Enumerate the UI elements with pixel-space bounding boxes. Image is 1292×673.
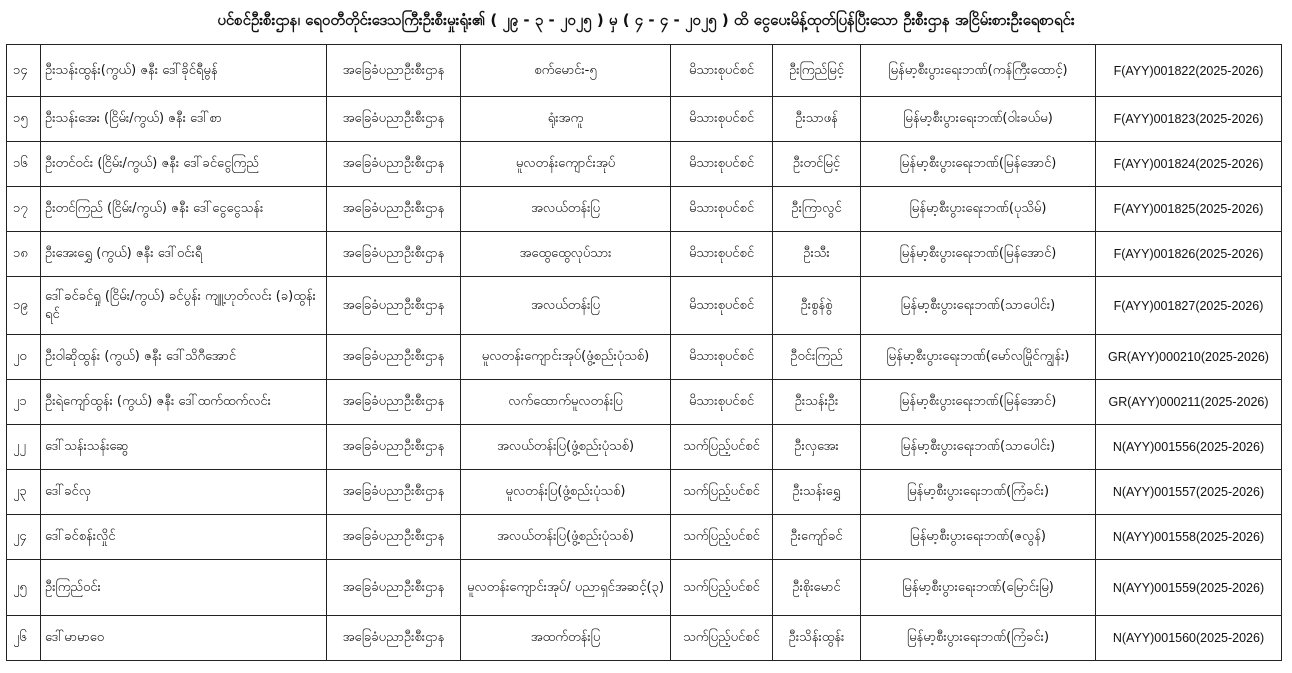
pension-type-cell: မိသားစုပင်စင်	[671, 187, 773, 232]
row-number-cell: ၂၂	[7, 425, 41, 470]
pension-code-cell: N(AYY)001556(2025-2026)	[1096, 425, 1282, 470]
bank-branch-cell: မြန်မာ့စီးပွားရေးဘဏ်(ပုသိမ်)	[861, 187, 1096, 232]
table-row	[7, 277, 1282, 335]
table-row	[7, 45, 1282, 97]
table-row	[7, 97, 1282, 142]
recipient-cell: ဦးသိန်းထွန်း	[773, 616, 861, 661]
recipient-cell: ဦးကြာလွင်	[773, 187, 861, 232]
row-number-cell: ၁၇	[7, 187, 41, 232]
pensioner-name-cell: ဒေါ်သန်းသန်းဆွေ	[41, 425, 327, 470]
pensioner-name-cell: ဦးသန်းထွန်း(ကွယ်) ဇနီး ဒေါ်ခိုင်ရီမွန်	[41, 45, 327, 97]
recipient-cell: ဦးစွန်စွဲ	[773, 277, 861, 335]
row-number-cell: ၁၈	[7, 232, 41, 277]
table-row	[7, 187, 1282, 232]
bank-branch-cell: မြန်မာ့စီးပွားရေးဘဏ်(ကြံခင်း)	[861, 616, 1096, 661]
bank-branch-cell: မြန်မာ့စီးပွားရေးဘဏ်(မြန်အောင်)	[861, 142, 1096, 187]
pension-type-cell: မိသားစုပင်စင်	[671, 380, 773, 425]
pensioner-name-cell: ဦးဝါဆိုထွန်း (ကွယ်) ဇနီး ဒေါ်သိဂီအောင်	[41, 335, 327, 380]
table-row	[7, 380, 1282, 425]
department-cell: အခြေခံပညာဦးစီးဌာန	[327, 380, 461, 425]
pension-code-cell: N(AYY)001558(2025-2026)	[1096, 515, 1282, 560]
pension-code-cell: F(AYY)001827(2025-2026)	[1096, 277, 1282, 335]
table-body	[7, 45, 1282, 661]
pension-type-cell: မိသားစုပင်စင်	[671, 97, 773, 142]
pension-code-cell: N(AYY)001560(2025-2026)	[1096, 616, 1282, 661]
recipient-cell: ဦဝင်းကြည်	[773, 335, 861, 380]
pensioner-name-cell: ဒေါ်ခင်စန်းလှိုင်	[41, 515, 327, 560]
department-cell: အခြေခံပညာဦးစီးဌာန	[327, 45, 461, 97]
pension-type-cell: သက်ပြည့်ပင်စင်	[671, 470, 773, 515]
bank-branch-cell: မြန်မာ့စီးပွားရေးဘဏ်(ကန်ကြီးထောင့်)	[861, 45, 1096, 97]
pension-type-cell: မိသားစုပင်စင်	[671, 45, 773, 97]
table-row	[7, 616, 1282, 661]
pension-code-cell: GR(AYY)000210(2025-2026)	[1096, 335, 1282, 380]
bank-branch-cell: မြန်မာ့စီးပွားရေးဘဏ်(မြန်အောင်)	[861, 380, 1096, 425]
position-cell: အလယ်တန်းပြ	[461, 187, 671, 232]
row-number-cell: ၂၀	[7, 335, 41, 380]
department-cell: အခြေခံပညာဦးစီးဌာန	[327, 425, 461, 470]
position-cell: အလယ်တန်းပြ(ဖွံ့စည်းပုံသစ်)	[461, 425, 671, 470]
position-cell: အထွေထွေလုပ်သား	[461, 232, 671, 277]
row-number-cell: ၂၄	[7, 515, 41, 560]
pension-code-cell: F(AYY)001823(2025-2026)	[1096, 97, 1282, 142]
department-cell: အခြေခံပညာဦးစီးဌာန	[327, 616, 461, 661]
bank-branch-cell: မြန်မာ့စီးပွားရေးဘဏ်(ကြံခင်း)	[861, 470, 1096, 515]
bank-branch-cell: မြန်မာ့စီးပွားရေးဘဏ်(မြန်အောင်)	[861, 232, 1096, 277]
recipient-cell: ဦးစိုးမောင်	[773, 560, 861, 616]
pension-type-cell: မိသားစုပင်စင်	[671, 142, 773, 187]
position-cell: စက်မောင်း-၅	[461, 45, 671, 97]
recipient-cell: ဦးတင်မြင့်	[773, 142, 861, 187]
pension-type-cell: မိသားစုပင်စင်	[671, 335, 773, 380]
row-number-cell: ၁၄	[7, 45, 41, 97]
position-cell: မူလတန်းကျောင်းအုပ်	[461, 142, 671, 187]
table-row	[7, 425, 1282, 470]
position-cell: အလယ်တန်းပြ(ဖွံ့စည်းပုံသစ်)	[461, 515, 671, 560]
recipient-cell: ဦးလှအေး	[773, 425, 861, 470]
department-cell: အခြေခံပညာဦးစီးဌာန	[327, 232, 461, 277]
department-cell: အခြေခံပညာဦးစီးဌာန	[327, 187, 461, 232]
position-cell: လက်ထောက်မူလတန်းပြ	[461, 380, 671, 425]
department-cell: အခြေခံပညာဦးစီးဌာန	[327, 97, 461, 142]
recipient-cell: ဦးကြည်မြင့်	[773, 45, 861, 97]
pension-code-cell: N(AYY)001559(2025-2026)	[1096, 560, 1282, 616]
page-title: ပင်စင်ဦးစီးဌာန၊ ရေဝတီတိုင်းဒေသကြီးဦးစီးမှုးရုံး၏ ( ၂၉ - ၃ - ၂၀၂၅ ) မှ ( ၄ - ၄ - ၂၀၂၅ ) ထိ ငွေပေးမိန့်ထုတ်ပြန်ပြီးသော ဦးစီးဌာန အငြိမ်းစားဦးရေစာရင်း	[217, 11, 1075, 29]
department-cell: အခြေခံပညာဦးစီးဌာန	[327, 335, 461, 380]
bank-branch-cell: မြန်မာ့စီးပွားရေးဘဏ်(မော်လမြိုင်ကျွန်း)	[861, 335, 1096, 380]
bank-branch-cell: မြန်မာ့စီးပွားရေးဘဏ်(ဇလွန်)	[861, 515, 1096, 560]
pensioner-name-cell: ဦးသန်းအေး (ငြိမ်း/ကွယ်) ဇနီး ဒေါ်စာ	[41, 97, 327, 142]
pensioner-name-cell: ဒေါ်ခင်လှ	[41, 470, 327, 515]
recipient-cell: ဦးကျော်ခင်	[773, 515, 861, 560]
bank-branch-cell: မြန်မာ့စီးပွားရေးဘဏ်(သာပေါင်း)	[861, 425, 1096, 470]
pensioner-name-cell: ဦးရဲကျော်ထွန်း (ကွယ်) ဇနီး ဒေါ်ထက်ထက်လင်း	[41, 380, 327, 425]
recipient-cell: ဦးသာဖန်	[773, 97, 861, 142]
row-number-cell: ၂၅	[7, 560, 41, 616]
row-number-cell: ၁၉	[7, 277, 41, 335]
recipient-cell: ဦးသန်းဦး	[773, 380, 861, 425]
department-cell: အခြေခံပညာဦးစီးဌာန	[327, 142, 461, 187]
pension-type-cell: သက်ပြည့်ပင်စင်	[671, 515, 773, 560]
row-number-cell: ၂၃	[7, 470, 41, 515]
pensioner-name-cell: ဦးကြည်ဝင်း	[41, 560, 327, 616]
pension-code-cell: F(AYY)001826(2025-2026)	[1096, 232, 1282, 277]
pension-type-cell: မိသားစုပင်စင်	[671, 277, 773, 335]
row-number-cell: ၂၆	[7, 616, 41, 661]
department-cell: အခြေခံပညာဦးစီးဌာန	[327, 277, 461, 335]
row-number-cell: ၂၁	[7, 380, 41, 425]
pensioner-name-cell: ဒေါ်မာမာဝေ	[41, 616, 327, 661]
bank-branch-cell: မြန်မာ့စီးပွားရေးဘဏ်(သာပေါင်း)	[861, 277, 1096, 335]
table-row	[7, 470, 1282, 515]
department-cell: အခြေခံပညာဦးစီးဌာန	[327, 560, 461, 616]
position-cell: ရုံးအကူ	[461, 97, 671, 142]
table-row	[7, 560, 1282, 616]
pension-code-cell: GR(AYY)000211(2025-2026)	[1096, 380, 1282, 425]
pension-type-cell: သက်ပြည့်ပင်စင်	[671, 425, 773, 470]
pension-type-cell: မိသားစုပင်စင်	[671, 232, 773, 277]
row-number-cell: ၁၆	[7, 142, 41, 187]
position-cell: မူလတန်းကျောင်းအုပ်/ ပညာရှင်အဆင့်(၃)	[461, 560, 671, 616]
position-cell: မူလတန်းပြ(ဖွံ့စည်းပုံသစ်)	[461, 470, 671, 515]
recipient-cell: ဦးသန်းရွှေ	[773, 470, 861, 515]
row-number-cell: ၁၅	[7, 97, 41, 142]
pension-code-cell: F(AYY)001822(2025-2026)	[1096, 45, 1282, 97]
recipient-cell: ဦးသီး	[773, 232, 861, 277]
pension-table	[6, 44, 1282, 661]
pensioner-name-cell: ဦးအေးရွှေ (ကွယ်) ဇနီး ဒေါ်ဝင်းရီ	[41, 232, 327, 277]
pension-code-cell: N(AYY)001557(2025-2026)	[1096, 470, 1282, 515]
position-cell: အလယ်တန်းပြ	[461, 277, 671, 335]
position-cell: မူလတန်းကျောင်းအုပ်(ဖွံ့စည်းပုံသစ်)	[461, 335, 671, 380]
department-cell: အခြေခံပညာဦးစီးဌာန	[327, 515, 461, 560]
bank-branch-cell: မြန်မာ့စီးပွားရေးဘဏ်(မြောင်းမြ)	[861, 560, 1096, 616]
pensioner-name-cell: ဦးတင်ကြည် (ငြိမ်း/ကွယ်) ဇနီး ဒေါ်ငွေငွေသန်း	[41, 187, 327, 232]
pension-type-cell: သက်ပြည့်ပင်စင်	[671, 616, 773, 661]
bank-branch-cell: မြန်မာ့စီးပွားရေးဘဏ်(ဝါးခယ်မ)	[861, 97, 1096, 142]
pensioner-name-cell: ဒေါ်ခင်ခင်ရှု (ငြိမ်း/ကွယ်) ခင်ပွန်း ကျူ့ဟုတ်လင်း (ခ)ထွန်းရင်	[41, 277, 327, 335]
pension-code-cell: F(AYY)001824(2025-2026)	[1096, 142, 1282, 187]
pension-code-cell: F(AYY)001825(2025-2026)	[1096, 187, 1282, 232]
pensioner-name-cell: ဦးတင်ဝင်း (ငြိမ်း/ကွယ်) ဇနီး ဒေါ်ခင်ငွေကြည်	[41, 142, 327, 187]
table-row	[7, 335, 1282, 380]
department-cell: အခြေခံပညာဦးစီးဌာန	[327, 470, 461, 515]
table-row	[7, 232, 1282, 277]
pension-type-cell: သက်ပြည့်ပင်စင်	[671, 560, 773, 616]
position-cell: အထက်တန်းပြ	[461, 616, 671, 661]
table-row	[7, 142, 1282, 187]
table-row	[7, 515, 1282, 560]
